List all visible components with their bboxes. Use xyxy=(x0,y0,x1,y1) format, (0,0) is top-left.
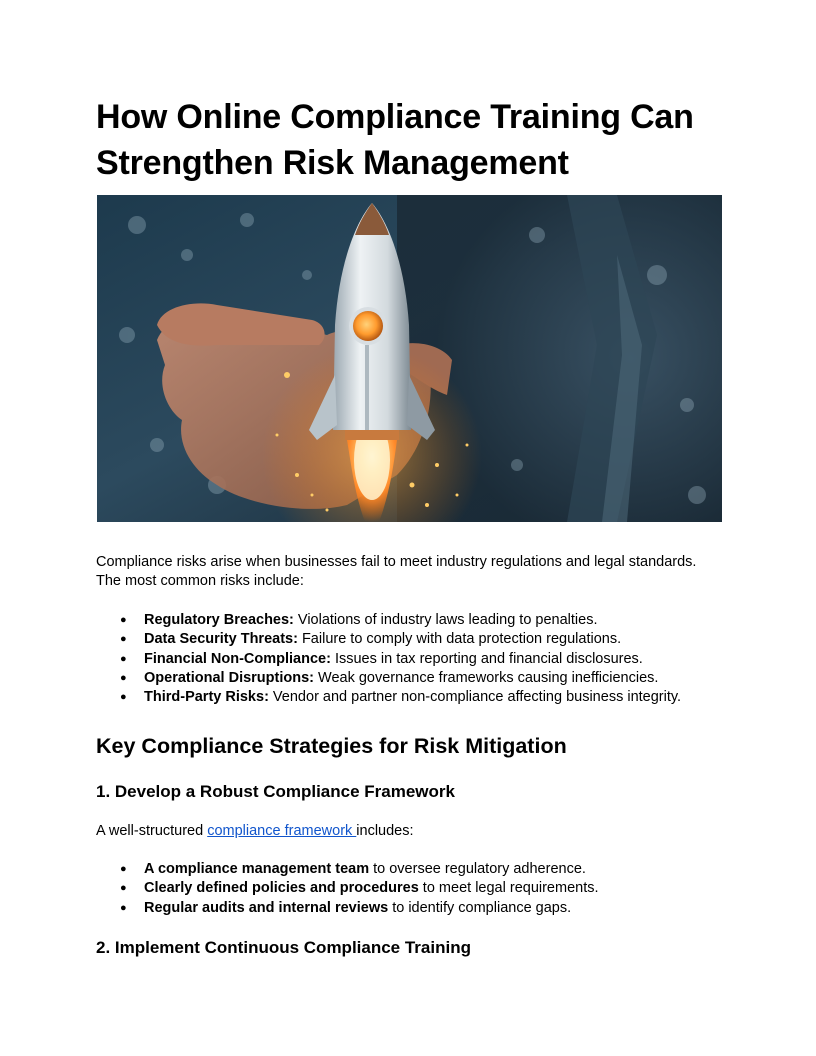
list-item xyxy=(96,879,724,898)
risk-term: Regulatory Breaches: xyxy=(144,612,294,628)
section-heading-container xyxy=(96,732,724,760)
risk-term: Third-Party Risks: xyxy=(144,689,269,706)
hero-image-rocket xyxy=(97,195,722,522)
list-item xyxy=(96,630,724,649)
bullet-icon: ● xyxy=(120,671,127,684)
risk-term: Operational Disruptions: xyxy=(144,669,314,686)
bullet-icon: ● xyxy=(120,901,127,914)
risk-desc: Vendor and partner non-compliance affecting business integrity. xyxy=(268,689,682,706)
bullet-icon: ● xyxy=(120,882,127,895)
risk-term: Financial Non-Compliance: xyxy=(144,650,331,667)
framework-desc: to meet legal requirements. xyxy=(418,880,599,897)
risks-list-container xyxy=(96,611,724,707)
intro-paragraph xyxy=(96,553,724,591)
framework-desc: to identify compliance gaps. xyxy=(388,899,572,916)
bullet-icon: ● xyxy=(120,633,127,646)
framework-list xyxy=(96,860,724,918)
framework-list-container xyxy=(96,860,724,918)
list-item xyxy=(96,899,724,918)
risk-term: Data Security Threats: xyxy=(144,631,298,648)
subsection-heading-1: 1. Develop a Robust Compliance Framework xyxy=(96,782,455,801)
list-item xyxy=(96,650,724,669)
page-title-line-1: How Online Compliance Training Can xyxy=(96,98,694,136)
section-heading: Key Compliance Strategies for Risk Mitigation xyxy=(96,734,567,758)
subsection-heading-2: 2. Implement Continuous Compliance Training xyxy=(96,938,471,957)
risk-desc: Violations of industry laws leading to penalties. xyxy=(293,612,598,628)
framework-intro xyxy=(96,822,724,841)
list-item xyxy=(96,860,724,879)
framework-intro-after: includes: xyxy=(356,823,414,839)
list-item xyxy=(96,669,724,688)
list-item xyxy=(96,611,724,630)
intro-text: Compliance risks arise when businesses fail to meet industry regulations and legal standards. The most common risks include: xyxy=(96,554,697,589)
page-title-line-2: Strengthen Risk Management xyxy=(96,144,569,182)
framework-term: Clearly defined policies and procedures xyxy=(144,880,419,897)
page-title xyxy=(96,94,724,186)
framework-term: Regular audits and internal reviews xyxy=(144,899,389,916)
risk-desc: Weak governance frameworks causing inefficiencies. xyxy=(314,669,659,686)
bullet-icon: ● xyxy=(120,691,127,704)
risk-desc: Issues in tax reporting and financial disclosures. xyxy=(330,650,643,667)
subsection-1-container xyxy=(96,781,724,803)
risk-desc: Failure to comply with data protection regulations. xyxy=(297,631,622,648)
framework-desc: to oversee regulatory adherence. xyxy=(369,861,586,877)
risks-list xyxy=(96,611,724,707)
compliance-framework-link[interactable]: compliance framework xyxy=(207,823,357,839)
framework-term: A compliance management team xyxy=(144,861,370,877)
framework-intro-text xyxy=(96,822,724,841)
bullet-icon: ● xyxy=(120,652,127,665)
bullet-icon: ● xyxy=(120,863,127,875)
bullet-icon: ● xyxy=(120,614,127,626)
list-item xyxy=(96,688,724,707)
subsection-2-container xyxy=(96,937,724,959)
framework-intro-before: A well-structured xyxy=(96,823,208,839)
